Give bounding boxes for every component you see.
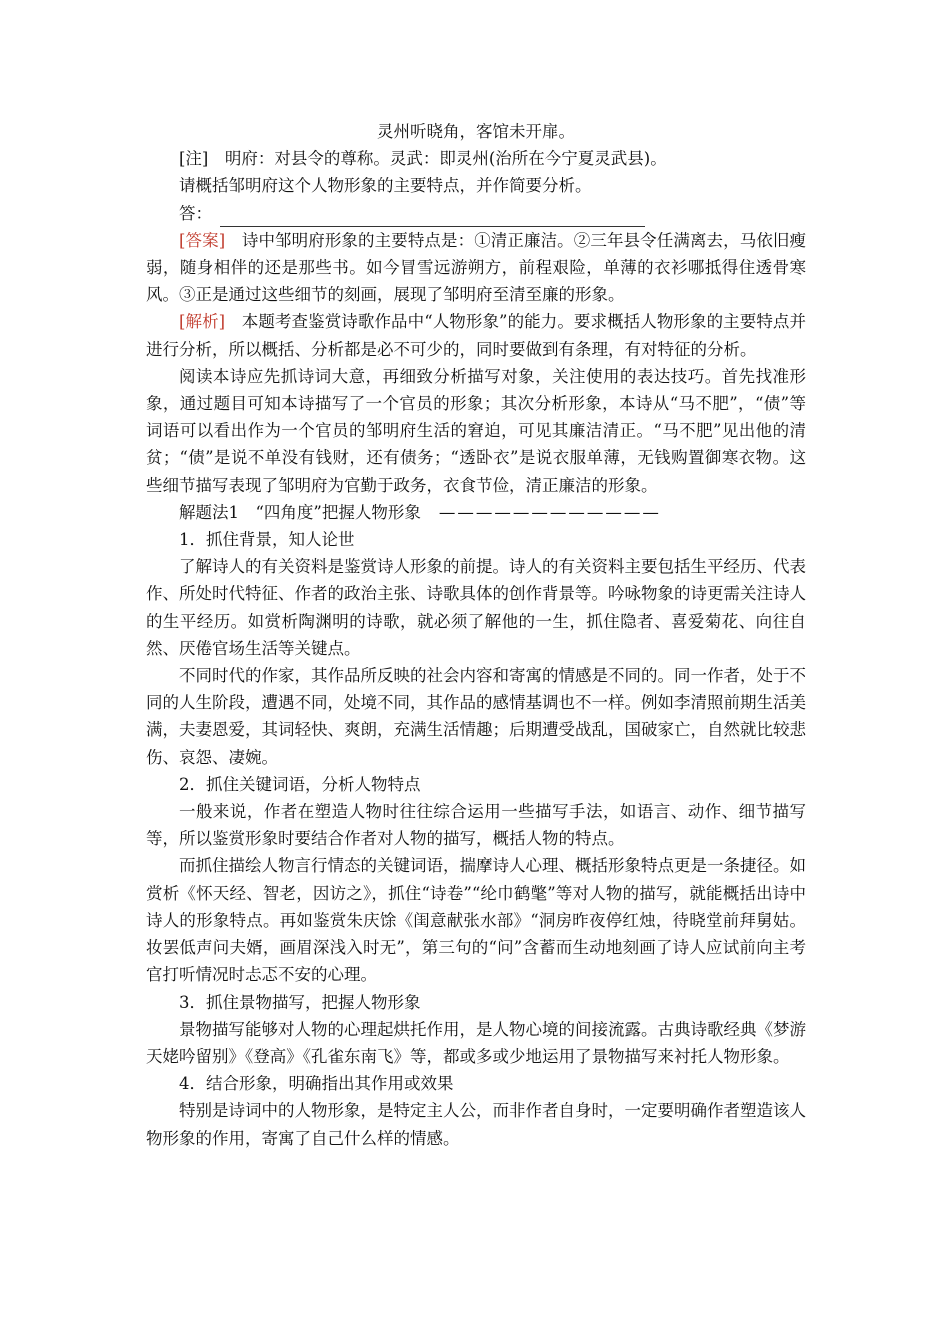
answer-line bbox=[146, 200, 806, 227]
section-1-paragraph-2: 不同时代的作家，其作品所反映的社会内容和寄寓的情感是不同的。同一作者，处于不同的人生阶段，遭遇不同，处境不同，其作品的感情基调也不一样。例如李清照前期生活美满，夫妻恩爱，其词轻快、爽朗，充满生活情趣；后期遭受战乱，国破家亡，自然就比较悲伤、哀怨、凄婉。 bbox=[146, 666, 806, 767]
section-heading-1: 1．抓住背景，知人论世 bbox=[179, 530, 355, 550]
answer-label: 答： bbox=[179, 203, 212, 223]
analysis-paragraph bbox=[146, 308, 806, 362]
section-1-paragraph-1: 了解诗人的有关资料是鉴赏诗人形象的前提。诗人的有关资料主要包括生平经历、代表作、所处时代特征、作者的政治主张、诗歌具体的创作背景等。吟咏物象的诗更需关注诗人的生平经历。如赏析陶渊明的诗歌，就必须了解他的一生，抓住隐者、喜爱菊花、向往自然、厌倦官场生活等关键点。 bbox=[146, 557, 806, 658]
analysis-text: 本题考查鉴赏诗歌作品中“人物形象”的能力。要求概括人物形象的主要特点并进行分析，所以概括、分析都是必不可少的，同时要做到有条理，有对特征的分析。 bbox=[146, 312, 806, 359]
annotation-note: [注] 明府：对县令的尊称。灵武：即灵州(治所在今宁夏灵武县)。 bbox=[179, 149, 667, 169]
method-title: 解题法1 “四角度”把握人物形象 bbox=[179, 502, 421, 522]
section-3-paragraph-1: 景物描写能够对人物的心理起烘托作用，是人物心境的间接流露。古典诗歌经典《梦游天姥吟留别》《登高》《孔雀东南飞》等，都或多或少地运用了景物描写来衬托人物形象。 bbox=[146, 1019, 806, 1066]
section-2-paragraph-1: 一般来说，作者在塑造人物时往往综合运用一些描写手法，如语言、动作、细节描写等，所以鉴赏形象时要结合作者对人物的描写，概括人物的特点。 bbox=[146, 802, 806, 849]
section-heading-2: 2．抓住关键词语，分析人物特点 bbox=[179, 774, 421, 794]
analysis-tag: [解析] bbox=[179, 312, 226, 332]
section-4-paragraph-1: 特别是诗词中的人物形象，是特定主人公，而非作者自身时，一定要明确作者塑造该人物形象的作用，寄寓了自己什么样的情感。 bbox=[146, 1101, 806, 1148]
answer-tag: [答案] bbox=[179, 230, 226, 250]
section-heading-4: 4．结合形象，明确指出其作用或效果 bbox=[179, 1074, 454, 1094]
answer-paragraph bbox=[146, 227, 806, 309]
question-text: 请概括邹明府这个人物形象的主要特点，并作简要分析。 bbox=[179, 176, 592, 196]
answer-blank bbox=[220, 206, 645, 227]
poem-line: 灵州听晓角，客馆未开扉。 bbox=[377, 122, 575, 141]
section-heading-3: 3．抓住景物描写，把握人物形象 bbox=[179, 992, 421, 1012]
answer-text: 诗中邹明府形象的主要特点是：①清正廉洁。②三年县令任满离去，马依旧瘦弱，随身相伴的还是那些书。如今冒雪远游朔方，前程艰险，单薄的衣衫哪抵得住透骨寒风。③正是通过这些细节的刻画，展现了邹明府至清至廉的形象。 bbox=[146, 230, 807, 305]
method-dashes: ———————————— bbox=[438, 502, 661, 522]
section-2-paragraph-2: 而抓住描绘人物言行情态的关键词语，揣摩诗人心理、概括形象特点更是一条捷径。如赏析《怀天经、智老，因访之》，抓住“诗卷”“纶巾鹤氅”等对人物的描写，就能概括出诗中诗人的形象特点。再如鉴赏朱庆馀《闺意献张水部》“洞房昨夜停红烛，待晓堂前拜舅姑。妆罢低声问夫婿，画眉深浅入时无”，第三句的“问”含蓄而生动地刻画了诗人应试前向主考官打听情况时忐忑不安的心理。 bbox=[146, 856, 806, 985]
method-heading bbox=[146, 499, 806, 526]
analysis-paragraph-2: 阅读本诗应先抓诗词大意，再细致分析描写对象，关注使用的表达技巧。首先找准形象，通过题目可知本诗描写了一个官员的形象；其次分析形象，本诗从“马不肥”，“债”等词语可以看出作为一个官员的邹明府生活的窘迫，可见其廉洁清正。“马不肥”见出他的清贫；“债”是说不单没有钱财，还有债务；“透卧衣”是说衣服单薄，无钱购置御寒衣物。这些细节描写表现了邹明府为官勤于政务，衣食节俭，清正廉洁的形象。 bbox=[146, 366, 806, 495]
document-body bbox=[146, 118, 806, 1152]
